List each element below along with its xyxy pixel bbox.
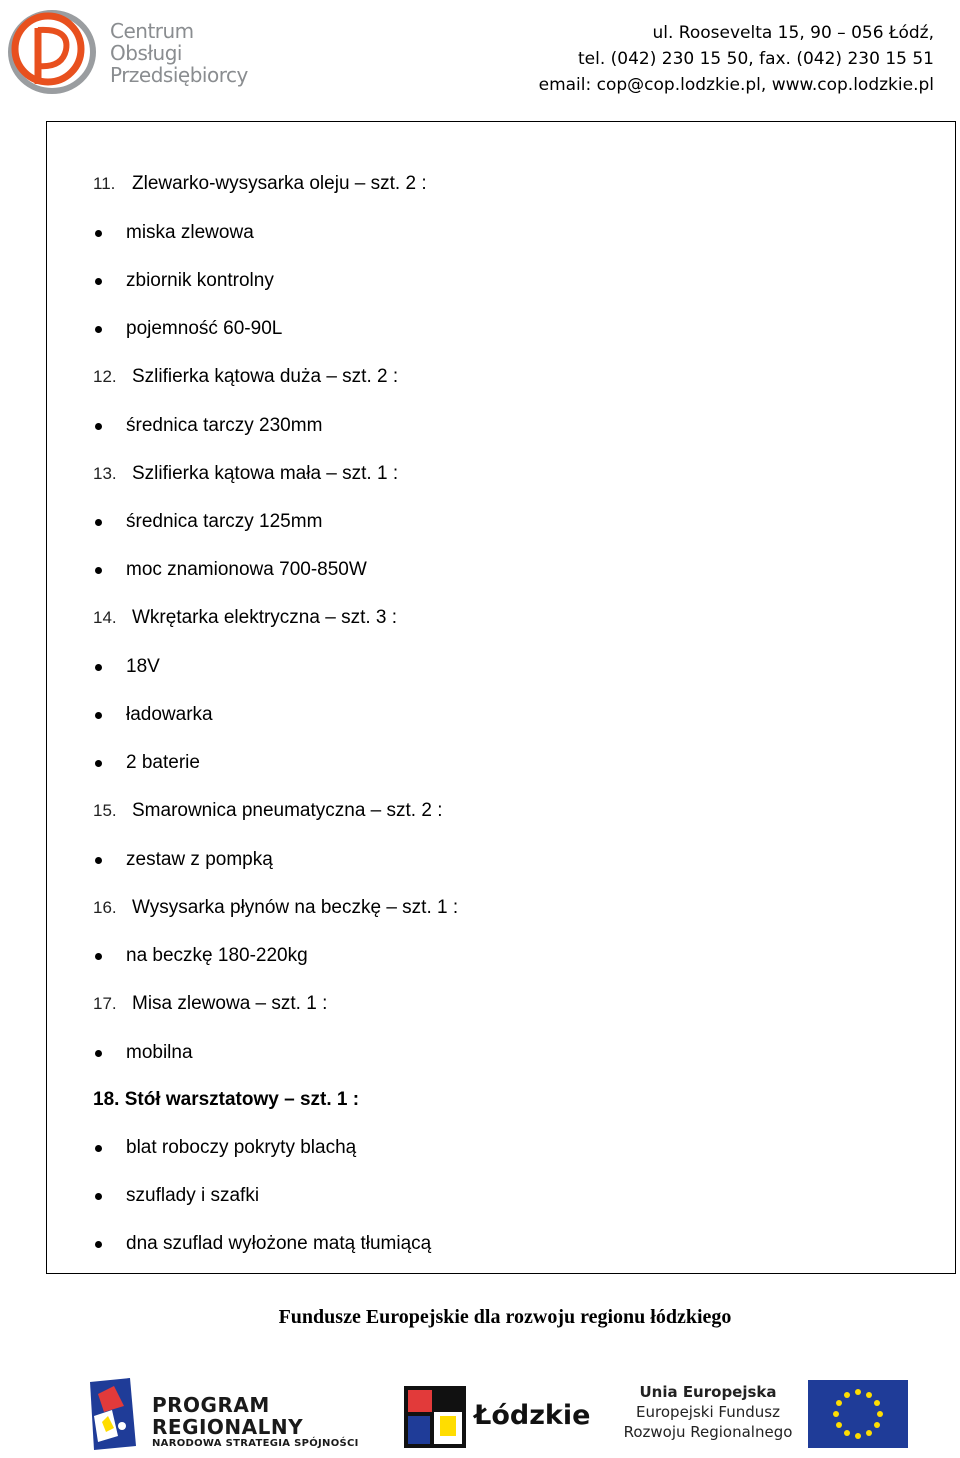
item-title: Szlifierka kątowa duża – szt. 2 : <box>132 366 399 387</box>
contact-block <box>539 20 934 98</box>
program-regionalny-logo <box>152 1394 359 1450</box>
bullet-icon <box>95 423 102 430</box>
bullet-icon <box>95 1050 102 1057</box>
item-number: 15. <box>93 801 117 820</box>
list-item-text: blat roboczy pokryty blachą <box>126 1137 357 1158</box>
list-item-text: ładowarka <box>126 704 213 725</box>
item-number: 16. <box>93 898 117 917</box>
contact-address: ul. Roosevelta 15, 90 – 056 Łódź, <box>652 23 934 43</box>
item-number: 17. <box>93 994 117 1013</box>
bullet-icon <box>95 567 102 574</box>
item-title: 18. Stół warsztatowy – szt. 1 : <box>93 1089 360 1110</box>
bullet-icon <box>95 857 102 864</box>
list-item-text: mobilna <box>126 1042 193 1063</box>
item-title: Misa zlewowa – szt. 1 : <box>132 993 328 1014</box>
list-item-text: średnica tarczy 230mm <box>126 415 323 436</box>
bullet-icon <box>95 1241 102 1248</box>
program-line: PROGRAM <box>152 1393 270 1417</box>
bullet-icon <box>95 1193 102 1200</box>
item-title: Wkrętarka elektryczna – szt. 3 : <box>132 607 398 628</box>
item-number: 11. <box>93 174 116 193</box>
list-item-text: szuflady i szafki <box>126 1185 260 1206</box>
item-number: 12. <box>93 367 117 386</box>
item-title: Szlifierka kątowa mała – szt. 1 : <box>132 463 399 484</box>
bullet-icon <box>95 760 102 767</box>
eu-line: Europejski Fundusz <box>636 1403 780 1421</box>
bullet-icon <box>95 1145 102 1152</box>
list-item-text: na beczkę 180-220kg <box>126 945 308 966</box>
lodzkie-logo-icon <box>404 1386 466 1448</box>
lodzkie-logo-text: Łódzkie <box>474 1400 591 1431</box>
list-item-text: 18V <box>126 656 160 677</box>
logo-line: Centrum <box>110 19 194 43</box>
bullet-icon <box>95 712 102 719</box>
bullet-icon <box>95 278 102 285</box>
bullet-icon <box>95 953 102 960</box>
contact-email: email: cop@cop.lodzkie.pl, www.cop.lodzkie.pl <box>538 75 934 95</box>
list-item-text: dna szuflad wyłożone matą tłumiącą <box>126 1233 432 1254</box>
bullet-icon <box>95 664 102 671</box>
item-title: Wysysarka płynów na beczkę – szt. 1 : <box>132 897 459 918</box>
footer-tagline: Fundusze Europejskie dla rozwoju regionu łódzkiego <box>278 1306 732 1328</box>
contact-phone: tel. (042) 230 15 50, fax. (042) 230 15 51 <box>577 49 934 69</box>
list-item-text: zbiornik kontrolny <box>126 270 274 291</box>
list-item-text: moc znamionowa 700-850W <box>126 559 367 580</box>
eu-flag-icon <box>808 1380 908 1448</box>
program-subtitle: NARODOWA STRATEGIA SPÓJNOŚCI <box>152 1438 359 1449</box>
list-item-text: miska zlewowa <box>126 222 254 243</box>
cop-logo <box>8 6 248 98</box>
list-item-text: 2 baterie <box>126 752 200 773</box>
bullet-icon <box>95 230 102 237</box>
item-number: 14. <box>93 608 117 627</box>
content-box <box>46 121 956 1274</box>
item-title: Zlewarko-wysysarka oleju – szt. 2 : <box>132 173 427 194</box>
eu-line: Rozwoju Regionalnego <box>623 1423 793 1441</box>
logo-line: Przedsiębiorcy <box>110 63 248 87</box>
item-number: 13. <box>93 464 117 483</box>
list-item-text: pojemność 60-90L <box>126 318 283 339</box>
eu-text <box>620 1382 796 1442</box>
item-title: Smarownica pneumatyczna – szt. 2 : <box>132 800 443 821</box>
cop-logo-text <box>110 20 248 86</box>
bullet-icon <box>95 519 102 526</box>
logo-line: Obsługi <box>110 41 182 65</box>
list-item-text: zestaw z pompką <box>126 849 273 870</box>
bullet-icon <box>95 326 102 333</box>
cop-logo-icon <box>8 6 108 98</box>
program-regionalny-icon <box>84 1376 144 1452</box>
program-line: REGIONALNY <box>152 1415 304 1439</box>
list-item-text: średnica tarczy 125mm <box>126 511 323 532</box>
eu-line: Unia Europejska <box>639 1383 777 1401</box>
